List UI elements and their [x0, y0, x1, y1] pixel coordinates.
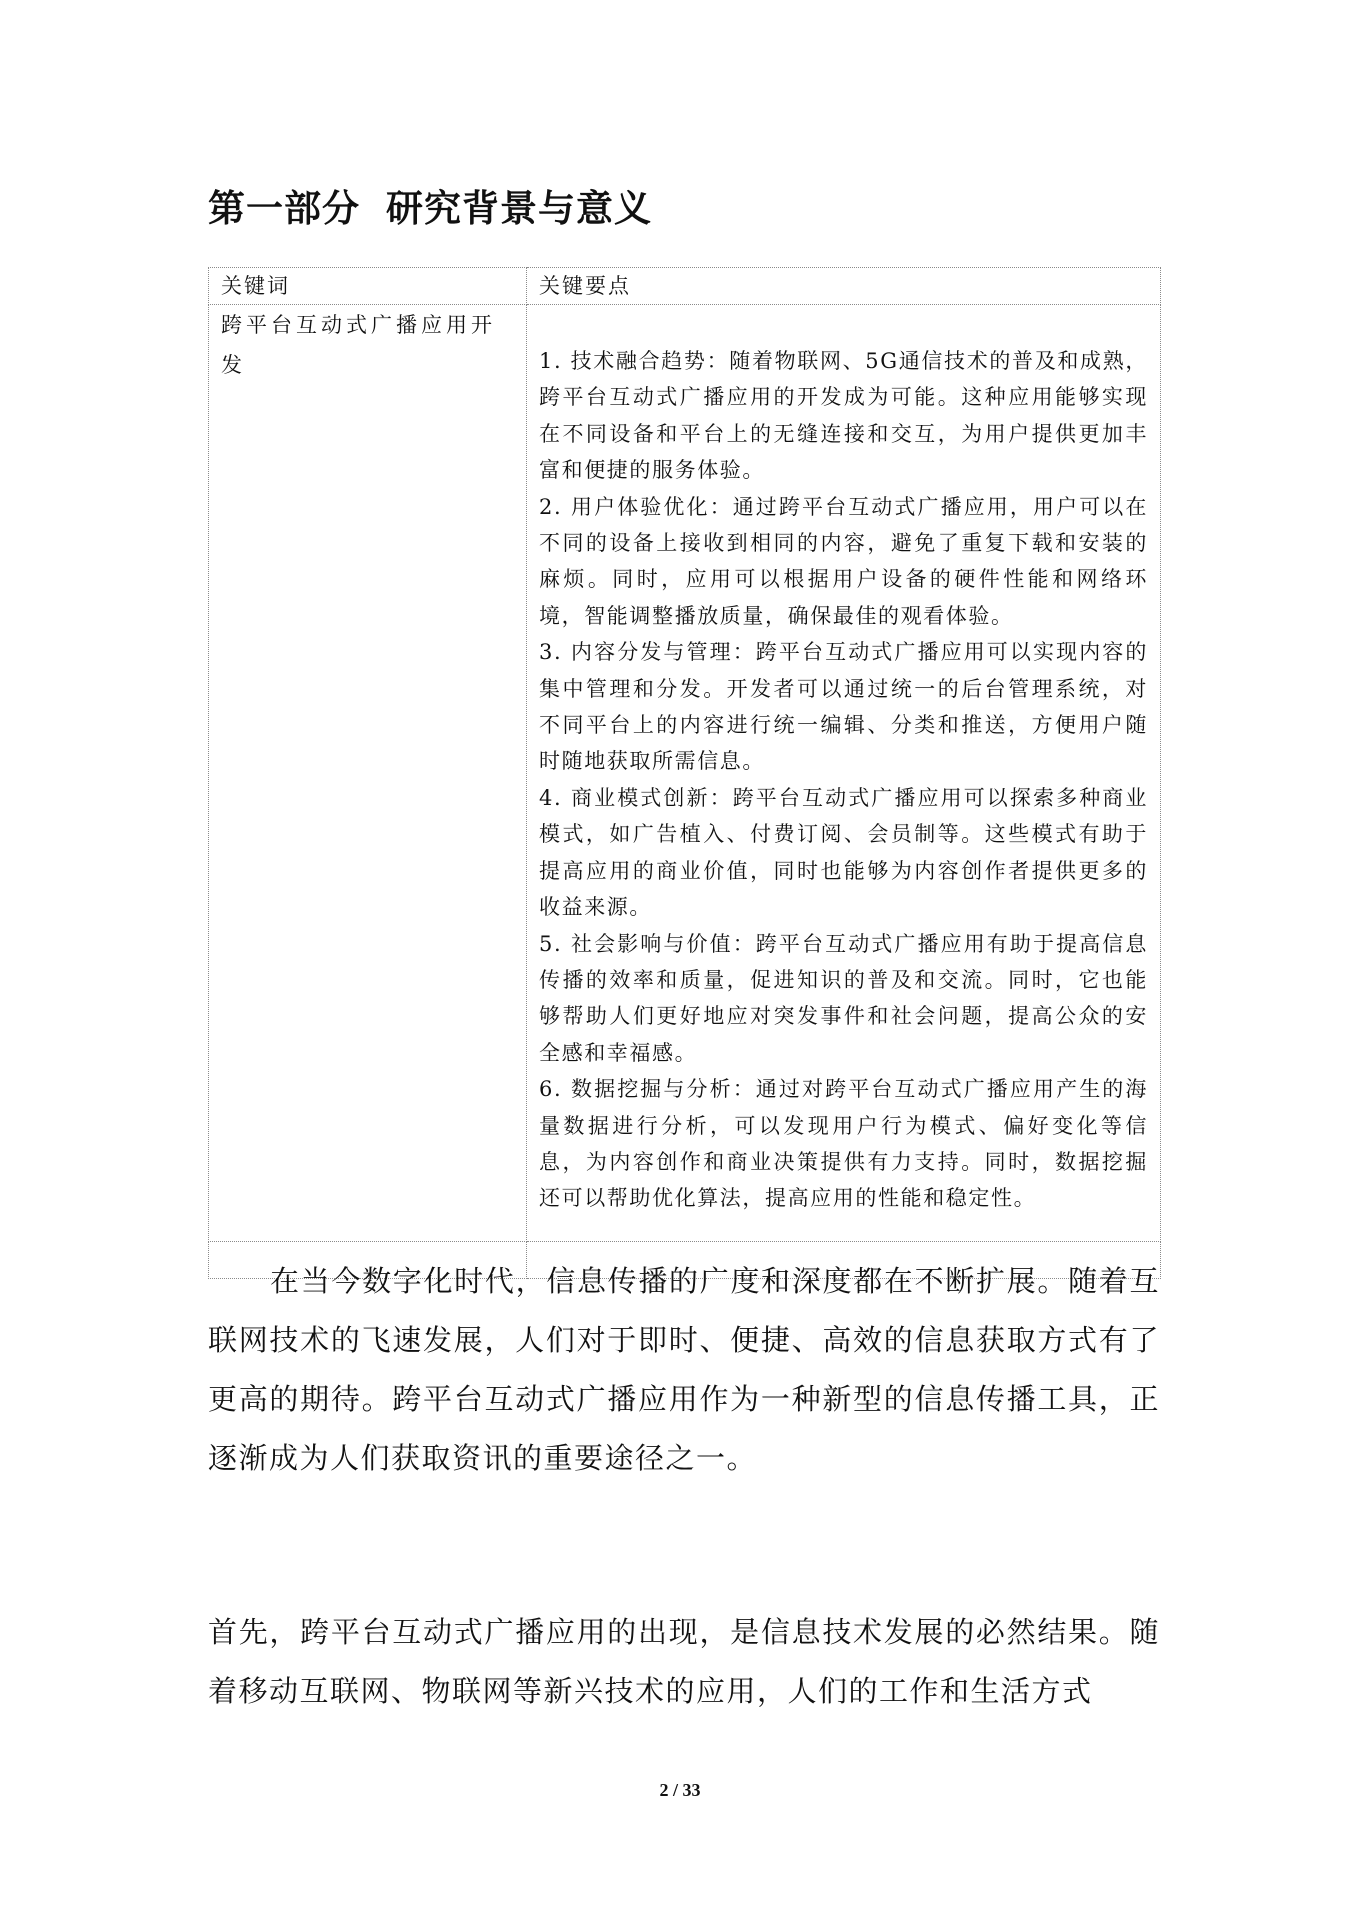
table-row [209, 305, 1161, 1242]
section-heading: 研究背景与意义 [386, 187, 652, 230]
table-header-points: 关键要点 [527, 268, 1161, 305]
key-point-1: 1. 技术融合趋势：随着物联网、5G通信技术的普及和成熟，跨平台互动式广播应用的开发成为可能。这种应用能够实现在不同设备和平台上的无缝连接和交互，为用户提供更加丰富和便捷的服务体验。 [539, 349, 1148, 483]
keyword-cell: 跨平台互动式广播应用开发 [209, 305, 527, 1242]
key-points-cell [527, 305, 1161, 1242]
section-number: 第一部分 [208, 187, 360, 230]
body-paragraph-1: 在当今数字化时代，信息传播的广度和深度都在不断扩展。随着互联网技术的飞速发展，人们对于即时、便捷、高效的信息获取方式有了更高的期待。跨平台互动式广播应用作为一种新型的信息传播工具，正逐渐成为人们获取资讯的重要途径之一。 [208, 1264, 1160, 1475]
table-header-row [209, 268, 1161, 305]
section-title [208, 178, 652, 232]
key-point-6: 6. 数据挖掘与分析：通过对跨平台互动式广播应用产生的海量数据进行分析，可以发现用户行为模式、偏好变化等信息，为内容创作和商业决策提供有力支持。同时，数据挖掘还可以帮助优化算法，提高应用的性能和稳定性。 [539, 1077, 1148, 1211]
table-header-keyword: 关键词 [209, 268, 527, 305]
body-paragraph-2: 首先，跨平台互动式广播应用的出现，是信息技术发展的必然结果。随着移动互联网、物联网等新兴技术的应用，人们的工作和生活方式 [208, 1615, 1160, 1708]
page-number: 2 / 33 [659, 1780, 701, 1800]
key-point-2: 2. 用户体验优化：通过跨平台互动式广播应用，用户可以在不同的设备上接收到相同的内容，避免了重复下载和安装的麻烦。同时，应用可以根据用户设备的硬件性能和网络环境，智能调整播放质量，确保最佳的观看体验。 [539, 494, 1148, 628]
key-point-3: 3. 内容分发与管理：跨平台互动式广播应用可以实现内容的集中管理和分发。开发者可以通过统一的后台管理系统，对不同平台上的内容进行统一编辑、分类和推送，方便用户随时随地获取所需信息。 [539, 640, 1148, 774]
keyword-table [208, 267, 1161, 1279]
key-point-4: 4. 商业模式创新：跨平台互动式广播应用可以探索多种商业模式，如广告植入、付费订阅、会员制等。这些模式有助于提高应用的商业价值，同时也能够为内容创作者提供更多的收益来源。 [539, 785, 1148, 920]
key-point-5: 5. 社会影响与价值：跨平台互动式广播应用有助于提高信息传播的效率和质量，促进知识的普及和交流。同时，它也能够帮助人们更好地应对突发事件和社会问题，提高公众的安全感和幸福感。 [539, 931, 1148, 1065]
